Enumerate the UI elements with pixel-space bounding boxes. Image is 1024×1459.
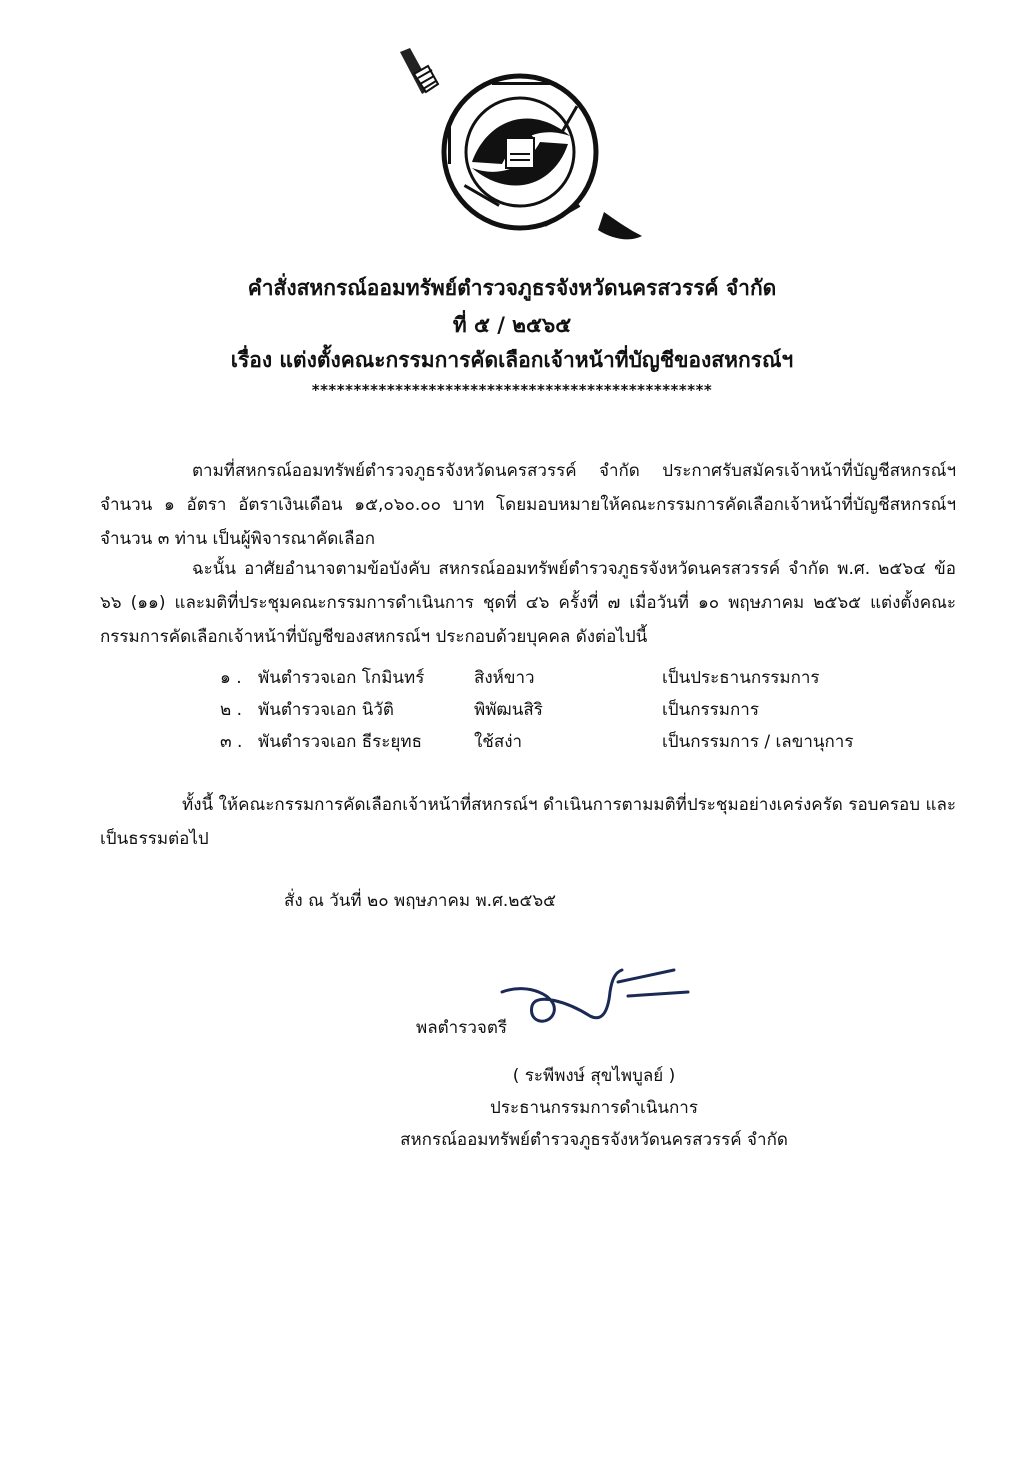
signature-icon: [498, 962, 694, 1038]
signer-rank: พลตำรวจตรี: [416, 1018, 508, 1038]
document-title: คำสั่งสหกรณ์ออมทรัพย์ตำรวจภูธรจังหวัดนครสวรรค์ จำกัด: [247, 276, 777, 300]
committee-list: [220, 662, 920, 758]
committee-member: [220, 726, 920, 758]
member-role: เป็นกรรมการ: [662, 700, 759, 720]
order-date: สั่ง ณ วันที่ ๒๐ พฤษภาคม พ.ศ.๒๕๖๕: [284, 891, 556, 911]
member-number: ๑ .: [220, 668, 242, 688]
paragraph-announcement: ตามที่สหกรณ์ออมทรัพย์ตำรวจภูธรจังหวัดนครสวรรค์ จำกัด ประกาศรับสมัครเจ้าหน้าที่บัญชีสหกรณ์ฯ จำนวน ๑ อัตรา อัตราเงินเดือน ๑๕,๐๖๐.๐๐ บาท โดยมอบหมายให้คณะกรรมการคัดเลือกเจ้าหน้าที่บัญชีสหกรณ์ฯ จำนวน ๓ ท่าน เป็นผู้พิจารณาคัดเลือก: [100, 461, 956, 549]
committee-member: [220, 694, 920, 726]
member-number: ๒ .: [220, 700, 243, 720]
signature-block: [384, 1060, 804, 1156]
signer-name: ( ระพีพงษ์ สุขไพบูลย์ ): [512, 1066, 676, 1086]
committee-member: [220, 662, 920, 694]
paragraph-authority: ฉะนั้น อาศัยอำนาจตามข้อบังคับ สหกรณ์ออมทรัพย์ตำรวจภูธรจังหวัดนครสวรรค์ จำกัด พ.ศ. ๒๕๖๔ ข้อ ๖๖ (๑๑) และมติที่ประชุมคณะกรรมการดำเนินการ ชุดที่ ๔๖ ครั้งที่ ๗ เมื่อวันที่ ๑๐ พฤษภาคม ๒๕๖๕ แต่งตั้งคณะกรรมการคัดเลือกเจ้าหน้าที่บัญชีของสหกรณ์ฯ ประกอบด้วยบุคคล ดังต่อไปนี้: [100, 559, 956, 647]
member-surname: สิงห์ขาว: [474, 668, 535, 688]
cooperative-seal-icon: [392, 44, 648, 256]
member-surname: พิพัฒนสิริ: [474, 700, 543, 720]
member-role: เป็นประธานกรรมการ: [662, 668, 820, 688]
member-surname: ใช้สง่า: [474, 732, 523, 752]
order-number: ที่ ๕ / ๒๕๖๕: [452, 313, 572, 337]
order-subject: เรื่อง แต่งตั้งคณะกรรมการคัดเลือกเจ้าหน้าที่บัญชีของสหกรณ์ฯ: [230, 348, 794, 372]
member-name: พันตำรวจเอก โกมินทร์: [258, 668, 425, 688]
signer-organization: สหกรณ์ออมทรัพย์ตำรวจภูธรจังหวัดนครสวรรค์ จำกัด: [400, 1130, 788, 1150]
paragraph-instruction: ทั้งนี้ ให้คณะกรรมการคัดเลือกเจ้าหน้าที่สหกรณ์ฯ ดำเนินการตามมติที่ประชุมอย่างเคร่งครัด รอบครอบ และเป็นธรรมต่อไป: [100, 795, 956, 849]
member-name: พันตำรวจเอก ธีระยุทธ: [258, 732, 422, 752]
signer-position: ประธานกรรมการดำเนินการ: [490, 1098, 698, 1118]
member-role: เป็นกรรมการ / เลขานุการ: [662, 732, 854, 752]
separator-line: ************************************************: [311, 381, 713, 399]
member-name: พันตำรวจเอก นิวัติ: [258, 700, 394, 720]
member-number: ๓ .: [220, 732, 243, 752]
